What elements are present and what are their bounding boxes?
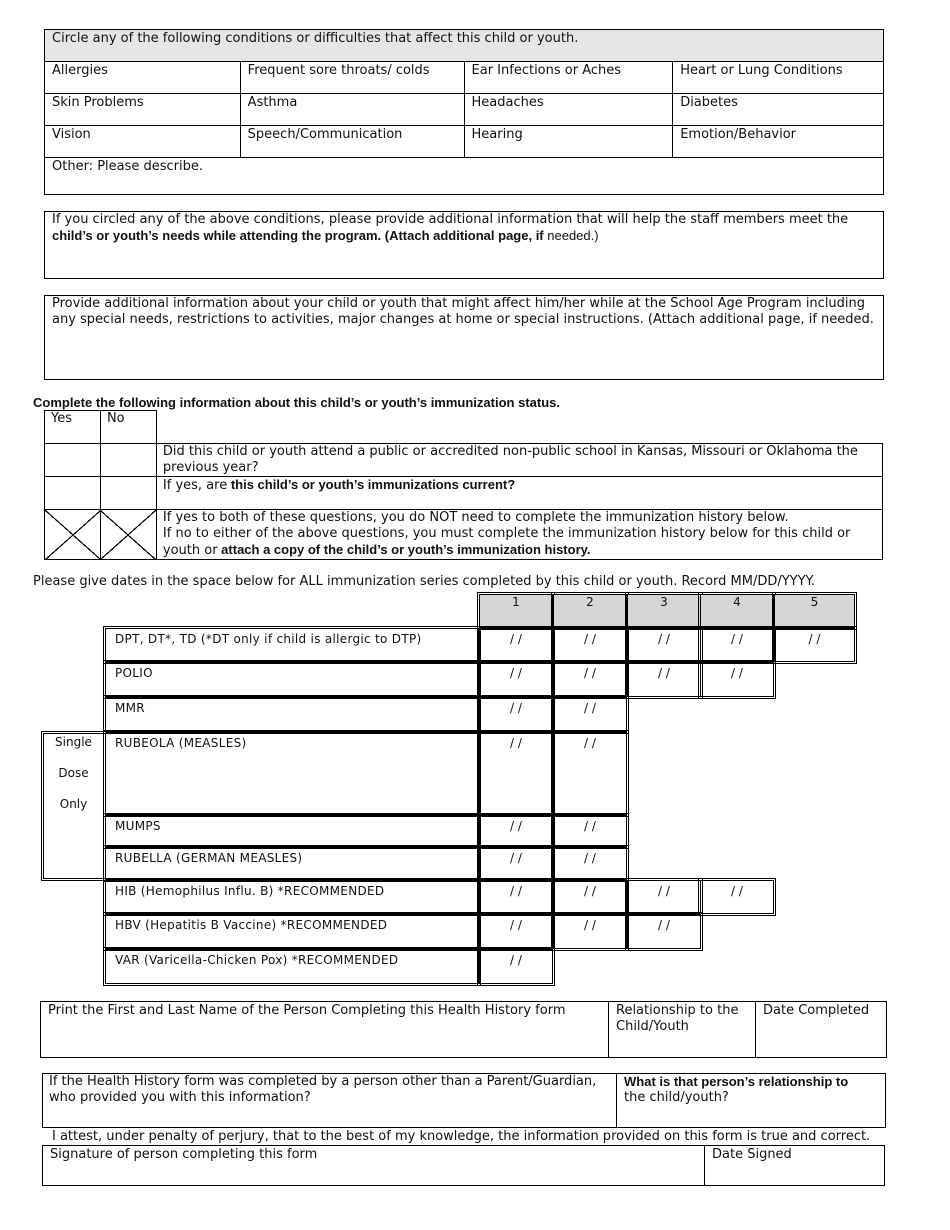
vaccine-name: MMR <box>105 697 479 732</box>
other-person-relationship-rest: the child/youth? <box>624 1090 729 1105</box>
signature-field[interactable] <box>43 1146 705 1185</box>
immunization-status-title: Complete the following information about this child’s or youth’s immunization status. <box>33 395 560 410</box>
vaccine-name: DPT, DT*, TD (*DT only if child is allergic to DTP) <box>105 628 479 662</box>
dose-column-header: 5 <box>774 594 855 628</box>
condition-speech[interactable]: Speech/Communication <box>240 126 464 158</box>
condition-emotion[interactable]: Emotion/Behavior <box>673 126 884 158</box>
dose-date-field[interactable]: / / <box>553 880 627 914</box>
q2-text <box>156 477 882 510</box>
condition-vision[interactable]: Vision <box>45 126 241 158</box>
yes-header: Yes <box>45 411 101 444</box>
date-signed-label: Date Signed <box>712 1147 792 1162</box>
dose-date-field[interactable]: / / <box>627 662 701 697</box>
dose-column-header: 4 <box>700 594 774 628</box>
dose-date-field[interactable]: / / <box>627 628 701 662</box>
additional-info-line1: If you circled any of the above conditions, please provide additional information that will help the staff members meet the <box>52 212 849 227</box>
vaccine-name: RUBEOLA (MEASLES) <box>105 732 479 815</box>
dose-date-field[interactable]: / / <box>553 815 627 847</box>
q2-bold: this child’s or youth’s immunizations current? <box>227 477 516 492</box>
condition-other-field[interactable]: Other: Please describe. <box>45 158 884 195</box>
dose-date-field[interactable]: / / <box>553 628 627 662</box>
crossed-box-yes <box>45 510 101 560</box>
additional-info-line2 <box>52 228 876 245</box>
date-signed-field[interactable] <box>705 1146 884 1185</box>
dose-date-field[interactable]: / / <box>479 732 553 815</box>
dose-date-field[interactable]: / / <box>774 628 855 662</box>
other-person-table <box>42 1073 886 1128</box>
condition-sore-throats[interactable]: Frequent sore throats/ colds <box>240 62 464 94</box>
dose-date-field[interactable]: / / <box>553 697 627 732</box>
q3-bold: attach a copy of the child’s or youth’s immunization history. <box>217 542 591 557</box>
signature-table <box>42 1145 885 1186</box>
dose-date-field[interactable]: / / <box>479 847 553 880</box>
person-name-label: Print the First and Last Name of the Person Completing this Health History form <box>48 1003 566 1018</box>
dose-date-field[interactable]: / / <box>479 697 553 732</box>
completed-by-table <box>40 1001 887 1058</box>
dose-date-field[interactable]: / / <box>700 628 774 662</box>
dose-column-header: 3 <box>627 594 701 628</box>
other-person-relationship-bold: What is that person’s relationship to <box>624 1074 849 1089</box>
dose-column-header: 1 <box>479 594 553 628</box>
vaccine-name: MUMPS <box>105 815 479 847</box>
q3-text <box>156 510 882 560</box>
relationship-field[interactable] <box>609 1002 756 1057</box>
vaccine-name: POLIO <box>105 662 479 697</box>
additional-info-rest: needed.) <box>543 228 599 243</box>
signature-label: Signature of person completing this form <box>50 1147 318 1162</box>
dose-date-field[interactable]: / / <box>553 914 627 949</box>
dose-date-field[interactable]: / / <box>479 880 553 914</box>
single-word: Single <box>55 735 92 749</box>
vaccine-name: HIB (Hemophilus Influ. B) *RECOMMENDED <box>105 880 479 914</box>
other-person-relationship-field[interactable] <box>617 1074 885 1127</box>
condition-ear-infections[interactable]: Ear Infections or Aches <box>464 62 673 94</box>
dose-date-field[interactable]: / / <box>627 880 701 914</box>
q1-yes-box[interactable] <box>45 444 101 477</box>
condition-diabetes[interactable]: Diabetes <box>673 94 884 126</box>
dose-date-field[interactable]: / / <box>700 662 774 697</box>
q3-line2: If no to either of the above questions, you must complete the immunization history below for this child or youth or <box>162 526 851 558</box>
conditions-table <box>44 29 884 195</box>
other-person-question: If the Health History form was completed by a person other than a Parent/Guardian, who provided you with this information? <box>49 1074 597 1105</box>
dose-date-field[interactable]: / / <box>553 732 627 815</box>
crossed-box-no <box>100 510 156 560</box>
additional-info-field[interactable] <box>44 211 884 279</box>
dose-date-field[interactable]: / / <box>553 847 627 880</box>
provide-info-text: Provide additional information about your child or youth that might affect him/her while at the School Age Program including any special needs, restrictions to activities, major changes at home or special instructions. (Attach additional page, if needed. <box>52 296 874 327</box>
condition-headaches[interactable]: Headaches <box>464 94 673 126</box>
dose-date-field[interactable]: / / <box>479 628 553 662</box>
q1-text: Did this child or youth attend a public or accredited non-public school in Kansas, Missouri or Oklahoma the previous year? <box>156 444 882 477</box>
only-word: Only <box>59 797 88 811</box>
history-instruction: Please give dates in the space below for ALL immunization series completed by this child or youth. Record MM/DD/YYYY. <box>33 574 815 589</box>
provide-info-field[interactable] <box>44 295 884 380</box>
q2-yes-box[interactable] <box>45 477 101 510</box>
q3-line2-wrap <box>163 526 876 559</box>
q3-line1: If yes to both of these questions, you do NOT need to complete the immunization history below. <box>162 510 789 525</box>
person-name-field[interactable] <box>41 1002 609 1057</box>
condition-asthma[interactable]: Asthma <box>240 94 464 126</box>
dose-date-field[interactable]: / / <box>479 662 553 697</box>
conditions-header: Circle any of the following conditions or difficulties that affect this child or youth. <box>45 30 884 62</box>
q2-prefix: If yes, are <box>162 478 228 493</box>
dose-date-field[interactable]: / / <box>700 880 774 914</box>
vaccine-name: VAR (Varicella-Chicken Pox) *RECOMMENDED <box>105 949 479 984</box>
condition-hearing[interactable]: Hearing <box>464 126 673 158</box>
attestation-text: I attest, under penalty of perjury, that to the best of my knowledge, the information provided on this form is true and correct. <box>52 1129 871 1144</box>
additional-info-bold: child’s or youth’s needs while attending the program. (Attach additional page, if <box>52 228 544 243</box>
date-completed-field[interactable] <box>756 1002 886 1057</box>
no-header: No <box>100 411 156 444</box>
dose-date-field[interactable]: / / <box>553 662 627 697</box>
vaccine-name: HBV (Hepatitis B Vaccine) *RECOMMENDED <box>105 914 479 949</box>
vaccine-name: RUBELLA (GERMAN MEASLES) <box>105 847 479 880</box>
condition-heart-lung[interactable]: Heart or Lung Conditions <box>673 62 884 94</box>
condition-allergies[interactable]: Allergies <box>45 62 241 94</box>
dose-date-field[interactable]: / / <box>627 914 701 949</box>
dose-word: Dose <box>58 766 89 780</box>
date-completed-label: Date Completed <box>763 1003 870 1018</box>
single-dose-only-label <box>43 733 104 879</box>
condition-skin-problems[interactable]: Skin Problems <box>45 94 241 126</box>
dose-date-field[interactable]: / / <box>479 815 553 847</box>
dose-column-header: 2 <box>553 594 627 628</box>
dose-date-field[interactable]: / / <box>479 949 553 984</box>
relationship-label: Relationship to the Child/Youth <box>616 1003 739 1034</box>
dose-date-field[interactable]: / / <box>479 914 553 949</box>
other-person-question-field[interactable] <box>43 1074 617 1127</box>
immunization-status-table <box>44 410 883 560</box>
header-spacer <box>156 411 882 444</box>
q1-no-box[interactable] <box>100 444 156 477</box>
q2-no-box[interactable] <box>100 477 156 510</box>
